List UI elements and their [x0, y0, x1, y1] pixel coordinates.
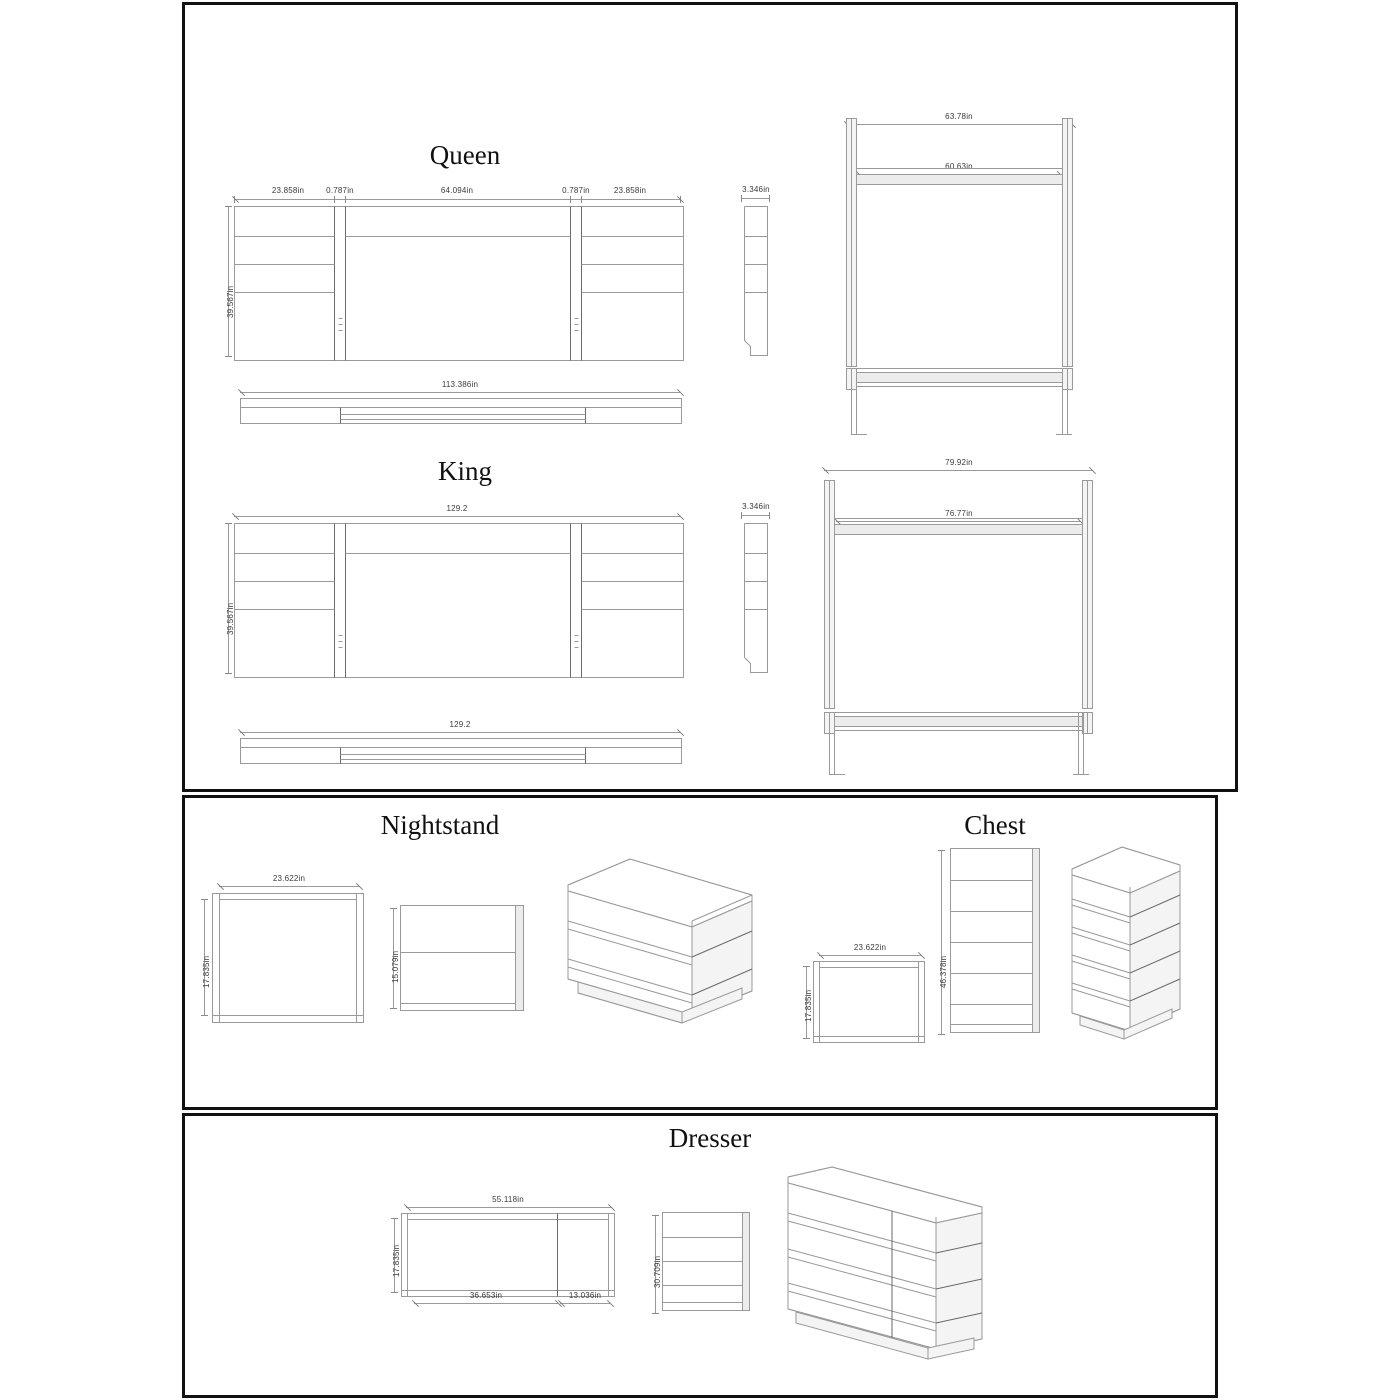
- chest-elevation-view: [950, 848, 1040, 1038]
- dim-queen-top-2: 0.787in: [326, 186, 354, 195]
- king-bed-frame-top-view: [824, 480, 1094, 710]
- dim-king-height: 39.567in: [226, 602, 235, 635]
- queen-headboard-front-view: [234, 206, 684, 361]
- queen-bed-frame-top-view: [846, 118, 1074, 368]
- dim-king-top-1: 129.2: [446, 504, 468, 513]
- dim-queen-top-5: 23.858in: [613, 186, 647, 195]
- dim-dresser-segment-right: 13.036in: [568, 1291, 602, 1300]
- dim-queen-frame-outer: 63.78in: [945, 112, 973, 121]
- king-bed-frame-footrail: [824, 712, 1094, 734]
- king-side-profile-view: [741, 523, 771, 673]
- dresser-isometric-view: [784, 1165, 1004, 1370]
- dim-queen-top-3: 64.094in: [440, 186, 474, 195]
- chest-isometric-view: [1068, 845, 1208, 1045]
- dim-queen-top-1: 23.858in: [271, 186, 305, 195]
- dim-queen-top-4: 0.787in: [562, 186, 590, 195]
- dim-chest-height: 46.378in: [939, 955, 948, 988]
- group-title-queen: Queen: [429, 140, 501, 170]
- dim-dresser-depth: 17.835in: [392, 1244, 401, 1277]
- dim-nightstand-width: 23.622in: [272, 874, 306, 883]
- group-title-dresser: Dresser: [668, 1123, 752, 1153]
- chest-plan-view: [813, 961, 925, 1043]
- dim-king-thickness: 3.346in: [742, 502, 770, 511]
- nightstand-front-view: [212, 893, 364, 1023]
- dresser-plan-view: [401, 1213, 615, 1297]
- group-title-king: King: [438, 456, 492, 486]
- king-rail-top-view: [240, 738, 682, 764]
- nightstand-isometric-view: [560, 855, 760, 1035]
- group-title-nightstand: Nightstand: [380, 810, 500, 840]
- dim-queen-height: 39.567in: [226, 285, 235, 318]
- dim-king-frame-outer: 79.92in: [945, 458, 973, 467]
- queen-rail-top-view: [240, 398, 682, 424]
- dim-chest-width: 23.622in: [853, 943, 887, 952]
- queen-side-profile-view: [741, 206, 771, 356]
- dim-queen-frame-inner: 60.63in: [945, 162, 973, 171]
- dim-nightstand-height: 17.835in: [202, 955, 211, 988]
- dim-dresser-segment-left: 36.653in: [469, 1291, 503, 1300]
- dim-dresser-width: 55.118in: [492, 1195, 524, 1204]
- nightstand-side-view: [400, 905, 526, 1015]
- king-headboard-front-view: [234, 523, 684, 678]
- dim-queen-thickness: 3.346in: [742, 185, 770, 194]
- group-title-chest: Chest: [964, 810, 1026, 840]
- dim-king-frame-inner: 76.77in: [945, 509, 973, 518]
- dim-nightstand-side-height: 15.079in: [391, 950, 400, 983]
- dim-chest-depth: 17.835in: [804, 989, 813, 1022]
- dim-queen-rail-length: 113.386in: [441, 380, 479, 389]
- dim-dresser-height: 30.709in: [653, 1255, 662, 1288]
- dresser-elevation-view: [662, 1212, 750, 1316]
- queen-bed-frame-footrail: [846, 368, 1074, 390]
- dim-king-rail-length: 129.2: [449, 720, 471, 729]
